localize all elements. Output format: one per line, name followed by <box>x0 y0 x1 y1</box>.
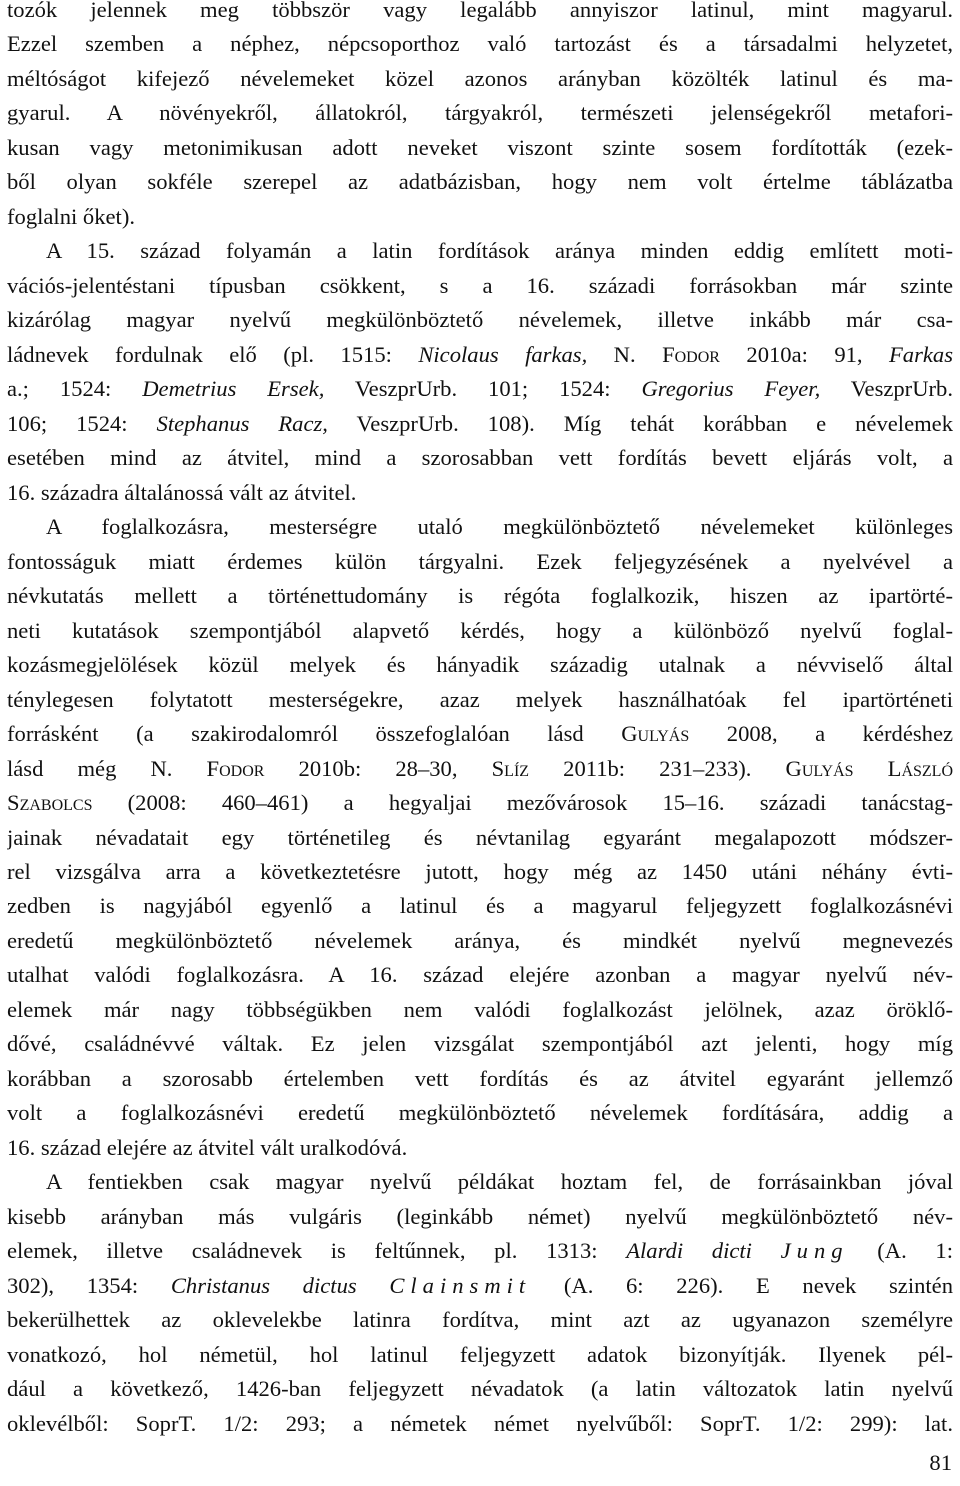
text-line <box>7 1199 953 1235</box>
text-run: esetében mind az átvitel, mind a szorosabban vett fordítás bevett eljárás volt, a <box>7 445 953 471</box>
text-line <box>7 475 953 511</box>
text-run: a.; 1524: <box>7 376 143 402</box>
text-run: 2010b: 28–30, <box>264 755 492 781</box>
text-run: Slíz <box>491 755 530 781</box>
text-run: VeszprUrb. 101; 1524: <box>324 376 642 402</box>
text-line <box>7 1406 953 1442</box>
text-run: Farkas <box>888 341 953 367</box>
text-run: elemek már nagy többségükben nem valódi foglalkozást jelölnek, azaz öröklő- <box>7 996 953 1022</box>
text-run: 2008, a kérdéshez <box>689 721 953 747</box>
text-run: forrásként (a szakirodalomról összefoglalóan lásd <box>7 721 622 747</box>
text-run: zedben is nagyjából egyenlő a latinul és a magyarul feljegyzett foglalkozásnévi <box>7 893 953 919</box>
text-line <box>7 199 953 235</box>
text-line <box>7 268 953 304</box>
text-run: vonatkozó, hol németül, hol latinul feljegyzett adatok bizonyítják. Ilyenek pél- <box>7 1341 953 1367</box>
text-run: korábban a szorosabb értelemben vett fordítás és az átvitel egyaránt jellemző <box>7 1065 953 1091</box>
text-run: Jung <box>780 1238 849 1264</box>
text-run: Fodor <box>206 755 265 781</box>
text-run: (2008: 460–461) a hegyaljai mezővárosok 15–16. századi tanácstag- <box>92 790 953 816</box>
text-line <box>7 371 953 407</box>
text-line <box>7 0 953 28</box>
text-run <box>357 1273 390 1298</box>
text-run: ládnevek fordulnak elő (pl. 1515: <box>7 341 419 367</box>
text-run: kusan vagy metonimikusan adott neveket viszont szinte sosem fordították (ezek- <box>7 134 953 160</box>
text-line <box>7 854 953 890</box>
text-line <box>7 613 953 649</box>
text-line <box>7 406 953 442</box>
text-run: Clainsmit <box>389 1272 532 1298</box>
text-line <box>7 61 953 97</box>
text-run: méltóságot kifejező névelemeket közel azonos arányban közölték latinul és ma- <box>7 65 953 91</box>
text-run: A foglalkozásra, mesterségre utaló megkülönböztető névelemeket különleges <box>46 514 953 540</box>
text-run: 302), 1354: <box>7 1272 171 1298</box>
text-run: lásd még N. <box>7 755 207 781</box>
text-line <box>7 130 953 166</box>
text-line <box>7 337 953 373</box>
text-run: ből olyan sokféle szerepel az adatbázisban, hogy nem volt értelme táblázatba <box>7 169 953 195</box>
text-line <box>7 785 953 821</box>
text-run: (A. 6: 226). E nevek szintén <box>531 1272 953 1298</box>
text-run: rel vizsgálva arra a következtetésre jutott, hogy még az 1450 utáni néhány évti- <box>7 859 953 884</box>
page-number: 81 <box>929 1450 952 1475</box>
text-run: A 15. század folyamán a latin fordítások aránya minden eddig említett moti- <box>46 238 953 264</box>
text-line <box>7 1337 953 1373</box>
text-run: ténylegesen folytatott mesterségekre, azaz melyek használhatóak fel ipartörténeti <box>7 686 953 712</box>
text-run: Ezzel szemben a néphez, népcsoporthoz való tartozást és a társadalmi helyzetet, <box>7 31 953 57</box>
text-line <box>7 1233 953 1269</box>
text-run: A fentiekben csak magyar nyelvű példákat hoztam fel, de forrásainkban jóval <box>46 1169 953 1195</box>
text-run: dául a következő, 1426-ban feljegyzett névadatok (a latin változatok latin nyelvű <box>7 1376 953 1402</box>
text-line <box>7 751 953 787</box>
text-line <box>7 682 953 718</box>
text-run: eredetű megkülönböztető névelemek aránya, és mindkét nyelvű megnevezés <box>7 927 953 953</box>
text-run: Nicolaus farkas, <box>418 341 588 367</box>
text-run: VeszprUrb. 108). Míg tehát korábban e névelemek <box>327 410 953 436</box>
text-line <box>46 1164 953 1200</box>
text-run: 16. századra általánossá vált az átvitel. <box>7 479 357 505</box>
text-line <box>7 544 953 580</box>
text-line <box>7 888 953 924</box>
text-run: oklevélből: SoprT. 1/2: 293; a németek német nyelvűből: SoprT. 1/2: 299): lat. <box>7 1410 953 1436</box>
text-run: Szabolcs <box>7 790 93 816</box>
text-line <box>7 923 953 959</box>
text-line <box>7 1130 953 1166</box>
text-line <box>7 647 953 683</box>
text-run: neti kutatások szempontjából alapvető kérdés, hogy a különböző nyelvű foglal- <box>7 617 953 643</box>
text-run: 2010a: 91, <box>719 341 889 367</box>
text-line <box>7 1371 953 1407</box>
text-line <box>7 164 953 200</box>
text-run: Fodor <box>662 341 720 367</box>
text-run: jainak névadatait egy történetileg és névtanilag egyaránt megalapozott módszer- <box>7 824 953 850</box>
text-run: vációs-jelentéstani típusban csökkent, s a 16. századi forrásokban már szinte <box>7 272 953 298</box>
text-line <box>7 1095 953 1131</box>
text-run: Gregorius Feyer, <box>641 376 821 402</box>
text-run: kozásmegjelölések közül melyek és hányadik századig utalnak a névviselő által <box>7 652 953 678</box>
text-line <box>7 1061 953 1097</box>
text-run: Christanus dictus <box>170 1272 357 1298</box>
text-line <box>46 509 953 545</box>
text-run: 106; 1524: <box>7 410 157 436</box>
text-line <box>7 440 953 476</box>
text-run: gyarul. A növényekről, állatokról, tárgyakról, természeti jelenségekről metafori- <box>7 100 953 126</box>
text-line <box>7 578 953 614</box>
text-run: dővé, családnévvé váltak. Ez jelen vizsgálat szempontjából azt jelenti, hogy míg <box>7 1031 953 1057</box>
text-run: volt a foglalkozásnévi eredetű megkülönböztető névelemek fordítására, addig a <box>7 1100 953 1126</box>
text-run: névkutatás mellett a történettudomány is régóta foglalkozik, hiszen az ipartörté- <box>7 583 953 609</box>
text-run: Alardi dicti <box>626 1238 752 1264</box>
text-line <box>7 26 953 62</box>
text-line <box>46 233 953 269</box>
text-run: 16. század elejére az átvitel vált uralkodóvá. <box>7 1134 408 1160</box>
text-run: 2011b: 231–233). <box>529 755 786 781</box>
text-run: elemek, illetve családnevek is feltűnnek, pl. 1313: <box>7 1238 627 1264</box>
text-line <box>7 1268 953 1304</box>
text-run: Demetrius Ersek, <box>142 376 325 402</box>
text-run: utalhat valódi foglalkozásra. A 16. század elejére azonban a magyar nyelvű név- <box>7 962 953 988</box>
text-run: Stephanus Racz, <box>156 410 328 436</box>
text-run: kisebb arányban más vulgáris (leginkább német) nyelvű megkülönböztető név- <box>7 1203 953 1229</box>
text-run: Gulyás László <box>785 755 953 781</box>
text-run: VeszprUrb. <box>820 376 953 402</box>
text-line <box>7 716 953 752</box>
text-run <box>752 1238 781 1263</box>
text-run: (A. 1: <box>848 1238 953 1264</box>
text-line <box>7 992 953 1028</box>
text-run: bekerülhettek az oklevelekbe latinra fordítva, mint azt az ugyanazon személyre <box>7 1307 953 1333</box>
text-run: N. <box>587 341 663 367</box>
text-run: kizárólag magyar nyelvű megkülönböztető névelemek, illetve inkább már csa- <box>7 307 953 333</box>
text-run: foglalni őket). <box>7 203 135 229</box>
text-run: fontosságuk miatt érdemes külön tárgyalni. Ezek feljegyzésének a nyelvével a <box>7 548 953 574</box>
text-line <box>7 302 953 338</box>
text-line <box>7 1026 953 1062</box>
text-run: tozók jelennek meg többször vagy legalább annyiszor latinul, mint magyarul. <box>7 0 953 22</box>
text-line <box>7 95 953 131</box>
text-line <box>7 957 953 993</box>
text-line <box>7 1302 953 1338</box>
text-line <box>7 820 953 856</box>
text-run: Gulyás <box>621 721 690 747</box>
